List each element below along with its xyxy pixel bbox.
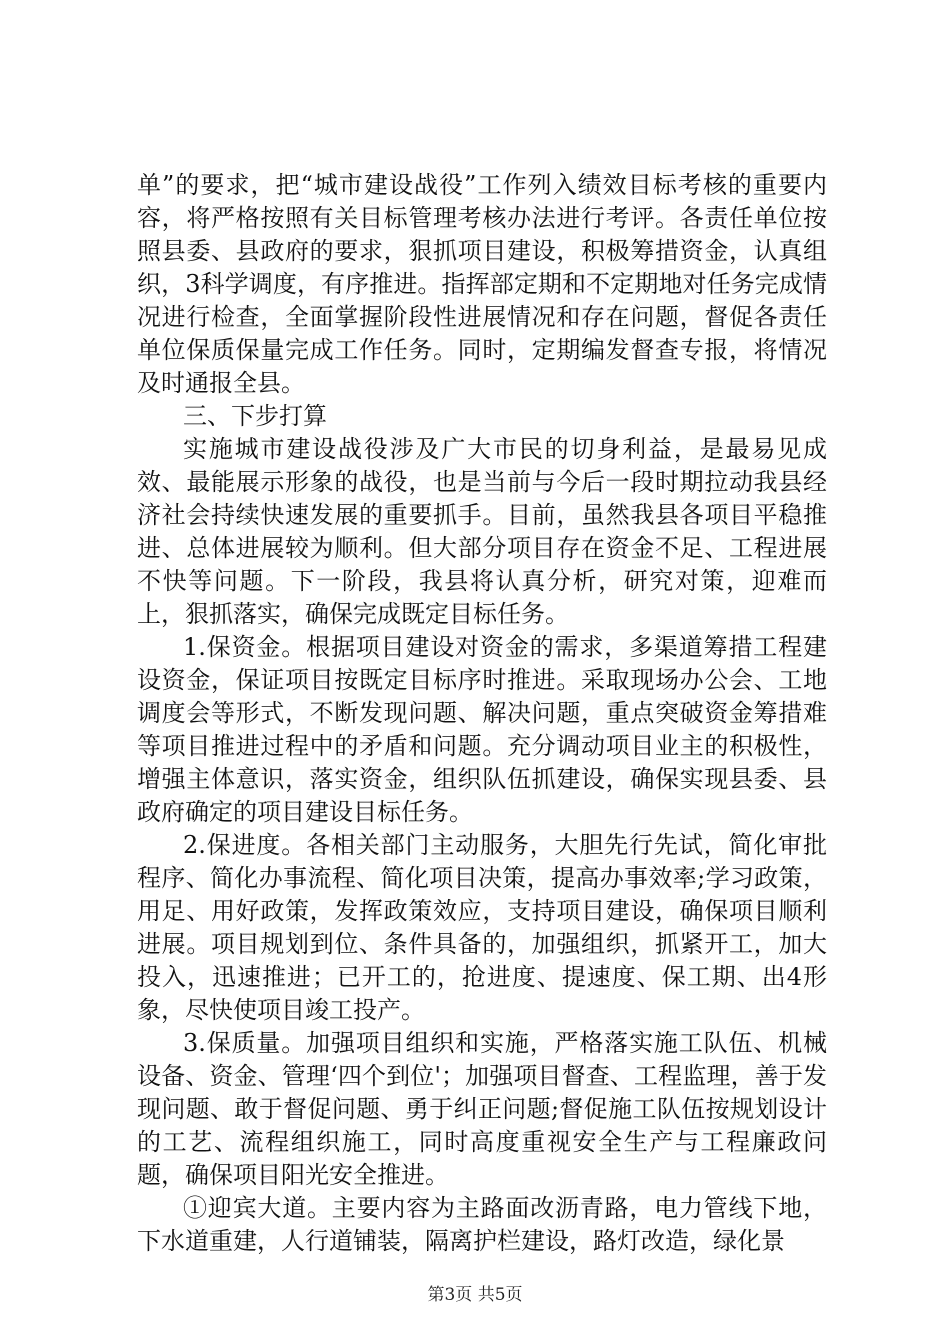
paragraph-item-2: 2.保进度。各相关部门主动服务，大胆先行先试，简化审批程序、简化办事流程、简化项目决策，提高办事效率;学习政策，用足、用好政策，发挥政策效应，支持项目建设，确保项目顺利进展。项目规划到位、条件具备的，加强组织，抓紧开工，加大投入，迅速推进；已开工的，抢进度、提速度、保工期、出4形象，尽快使项目竣工投产。: [137, 831, 827, 1024]
paragraph-item-3: 3.保质量。加强项目组织和实施，严格落实施工队伍、机械设备、资金、管理‘四个到位'；加强项目督查、工程监理，善于发现问题、敢于督促问题、勇于纠正问题;督促施工队伍按规划设计的工艺、流程组织施工，同时高度重视安全生产与工程廉政问题，确保项目阳光安全推进。: [137, 1029, 827, 1189]
document-body: [137, 169, 827, 1258]
paragraph-intro: 实施城市建设战役涉及广大市民的切身利益，是最易见成效、最能展示形象的战役，也是当前与今后一段时期拉动我县经济社会持续快速发展的重要抓手。目前，虽然我县各项目平稳推进、总体进展较为顺利。但大部分项目存在资金不足、工程进展不快等问题。下一阶段，我县将认真分析，研究对策，迎难而上，狠抓落实，确保完成既定目标任务。: [137, 435, 827, 628]
page-footer: 第3页 共5页: [427, 1285, 523, 1305]
paragraph-item-1: 1.保资金。根据项目建设对资金的需求，多渠道筹措工程建设资金，保证项目按既定目标序时推进。采取现场办公会、工地调度会等形式，不断发现问题、解决问题，重点突破资金筹措难等项目推进过程中的矛盾和问题。充分调动项目业主的积极性，增强主体意识，落实资金，组织队伍抓建设，确保实现县委、县政府确定的项目建设目标任务。: [137, 633, 827, 826]
section-heading: 三、下步打算: [183, 402, 327, 430]
paragraph-continuation: 单”的要求，把“城市建设战役”工作列入绩效目标考核的重要内容，将严格按照有关目标管理考核办法进行考评。各责任单位按照县委、县政府的要求，狠抓项目建设，积极筹措资金，认真组织，3科学调度，有序推进。指挥部定期和不定期地对任务完成情况进行检查，全面掌握阶段性进展情况和存在问题，督促各责任单位保质保量完成工作任务。同时，定期编发督查专报，将情况及时通报全县。: [137, 171, 827, 397]
paragraph-subitem-1: ①迎宾大道。主要内容为主路面改沥青路，电力管线下地，下水道重建，人行道铺装，隔离护栏建设，路灯改造，绿化景: [137, 1194, 827, 1255]
